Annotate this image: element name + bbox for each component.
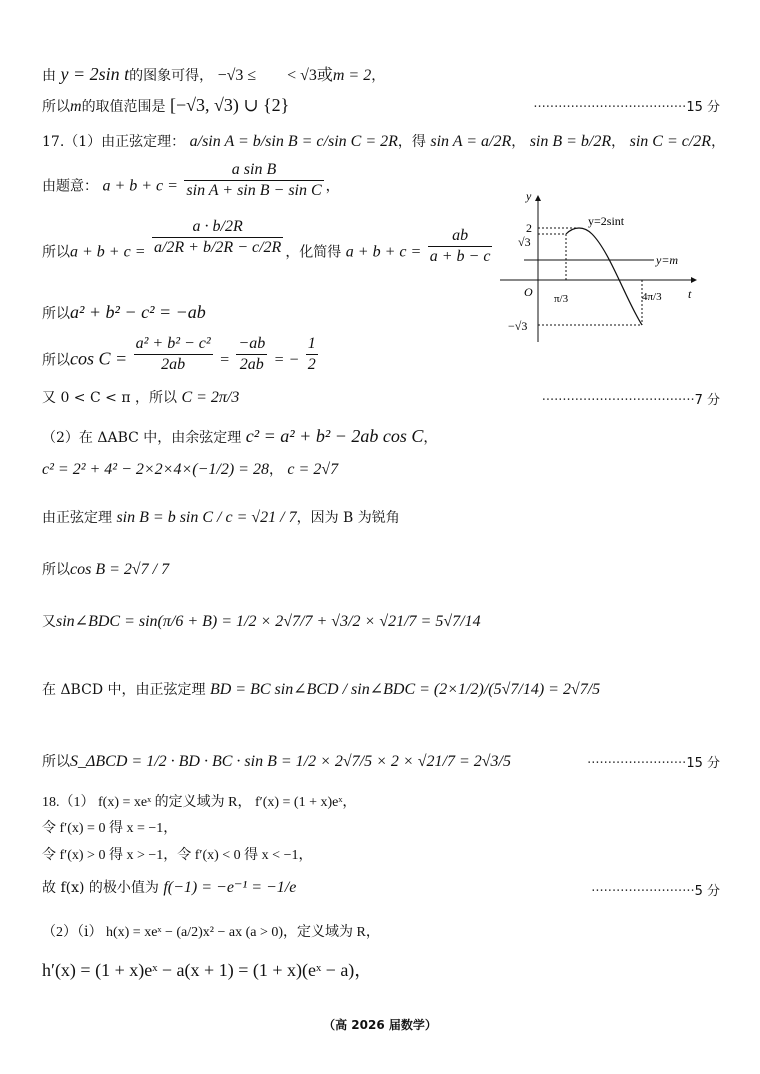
text: （2）在 ΔABC 中，由余弦定理: [42, 430, 242, 446]
score-5: ·························5 分: [591, 884, 720, 899]
text: 由题意：: [42, 178, 98, 195]
text: ，得: [397, 134, 426, 150]
line-label: y=m: [656, 253, 679, 267]
formula: sin∠BDC = sin(π/6 + B) = 1/2 × 2√7/7 + √3/2 × √21/7 = 5√7/14: [56, 613, 481, 630]
q17-sine-law: 17.（1）由正弦定理： a/sin A = b/sin B = c/sin C = 2R，得 sin A = a/2R， sin B = b/2R， sin C = c/2R，: [42, 133, 726, 150]
q17-sinB: [42, 508, 720, 528]
formula: c² = 2² + 4² − 2×2×4×(−1/2) = 28: [42, 461, 269, 478]
q18-line5: （2）（ⅰ） h(x) = xeˣ − (a/2)x² − ax (a > 0)，定义域为 R，: [42, 925, 380, 940]
line-1: [42, 64, 720, 86]
formula: sin B = b/2R: [529, 133, 612, 150]
text: 的图象可得，: [129, 68, 214, 84]
formula: sin B = b sin C / c = √21 / 7: [116, 509, 297, 526]
origin-label: O: [524, 285, 533, 299]
fraction: $\frac{1}{2}$: [307, 335, 316, 373]
formula: m: [70, 98, 82, 115]
sine-graph: [492, 190, 704, 346]
formula: cos B = 2√7 / 7: [70, 561, 170, 578]
sine-curve: [566, 228, 642, 325]
tick-neg-sqrt3: −√3: [508, 319, 528, 333]
tick-2: 2: [526, 221, 532, 235]
text: 故 f(x) 的极小值为: [42, 880, 159, 896]
fraction: $\frac{ab}{a + b - c}$: [429, 227, 491, 265]
formula: y = 2sin t: [60, 64, 130, 84]
fraction: $\frac{\text{a sin B}}{\text{sin A + sin B − sin C}}$: [186, 161, 322, 199]
tick-4pi3: 4π/3: [642, 291, 662, 303]
formula: c² = a² + b² − 2ab cos C: [245, 426, 424, 446]
q17-cosB: [42, 560, 720, 580]
formula: BD = BC sin∠BCD / sin∠BDC = (2×1/2)/(5√7/14) = 2√7/5: [209, 681, 601, 698]
q18-line3: 令 f′(x) > 0 得 x > −1，令 f′(x) < 0 得 x < −1，: [42, 848, 313, 863]
score-15-b: ························15 分: [587, 756, 720, 771]
q18-line2: 令 f′(x) = 0 得 x = −1，: [42, 821, 178, 836]
q17-calc-c: c² = 2² + 4² − 2×2×4×(−1/2) = 28， c = 2√7: [42, 461, 339, 478]
complex-fraction: $\frac{a \cdot b/2R}{a/2R + b/2R - c/2R}$: [153, 218, 282, 256]
formula: < √3或: [287, 67, 333, 84]
curve-label: y=2sint: [588, 214, 625, 228]
tick-pi3: π/3: [554, 293, 569, 305]
t-axis-label: t: [688, 287, 692, 301]
q17-BD: [42, 680, 720, 700]
formula: cos C =: [70, 348, 128, 369]
q17-eq1: 所以a² + b² − c² = −ab: [42, 302, 206, 322]
formula: c = 2√7: [287, 461, 339, 478]
formula: sin C = c/2R: [629, 133, 712, 150]
text: ，: [371, 68, 386, 84]
text: 的取值范围是: [81, 99, 166, 115]
text: 又 0 < C < π ，所以: [42, 390, 177, 406]
text: 所以: [42, 244, 70, 261]
text: ，因为 B 为锐角: [296, 510, 400, 526]
formula: a/sin A = b/sin B = c/sin C = 2R: [189, 133, 398, 150]
text: 所以: [42, 352, 70, 369]
text: ，化简得: [285, 244, 342, 261]
formula: S_ΔBCD = 1/2 · BD · BC · sin B = 1/2 × 2√7/5 × 2 × √21/7 = 2√3/5: [70, 753, 511, 770]
fraction: $\frac{\text{a² + b² − c²}}{2ab}$: [135, 335, 211, 373]
q18-line6: h′(x) = (1 + x)eˣ − a(x + 1) = (1 + x)(eˣ − a)，: [42, 960, 373, 980]
formula: a + b + c =: [102, 177, 178, 195]
q17-sinBDC: [42, 612, 720, 632]
text: 由: [42, 68, 56, 84]
formula: C = 2π/3: [181, 389, 240, 406]
score-7: ·····································7 分: [541, 393, 720, 408]
text: 又: [42, 614, 56, 630]
y-axis-label: y: [526, 190, 532, 203]
text: 在 ΔBCD 中，由正弦定理: [42, 682, 206, 698]
text: 所以: [42, 754, 70, 770]
fraction: $\frac{-ab}{2ab}$: [238, 335, 266, 373]
q17-condition: 由题意： a + b + c = $\frac{\text{a sin B}}{\text{sin A + sin B − sin C}}$ ，: [42, 161, 340, 199]
formula: [−√3, √3) ∪ {2}: [170, 95, 290, 115]
text: 所以: [42, 99, 70, 115]
q18-line1: 18.（1） f(x) = xeˣ 的定义域为 R， f′(x) = (1 + x)eˣ，: [42, 795, 357, 810]
q17-simplify: 所以a + b + c = $\frac{a \cdot b/2R}{a/2R + b/2R - c/2R}$ ，化简得 a + b + c = $\frac{ab}{a + b - c}$: [42, 218, 491, 265]
page-footer: （高 2026 届数学）: [323, 1018, 437, 1032]
text: 17.（1）由正弦定理：: [42, 134, 186, 150]
formula: a + b + c =: [345, 243, 422, 261]
tick-sqrt3: √3: [518, 235, 531, 249]
q17-cosC: 所以cos C = $\frac{\text{a² + b² − c²}}{2ab}$ = $\frac{-ab}{2ab}$ = − $\frac{1}{2}$: [42, 335, 316, 373]
text: 所以: [42, 562, 70, 578]
q17-part2: （2）在 ΔABC 中，由余弦定理 c² = a² + b² − 2ab cos C，: [42, 426, 438, 446]
formula: f(−1) = −e⁻¹ = −1/e: [163, 879, 297, 896]
formula: m = 2: [332, 67, 372, 84]
formula: −√3 ≤: [217, 67, 257, 84]
formula: a² + b² − c² = −ab: [70, 302, 206, 322]
text: 由正弦定理: [42, 510, 112, 526]
score-15-a: ·····································15 分: [533, 100, 720, 115]
formula: sin A = a/2R: [430, 133, 512, 150]
